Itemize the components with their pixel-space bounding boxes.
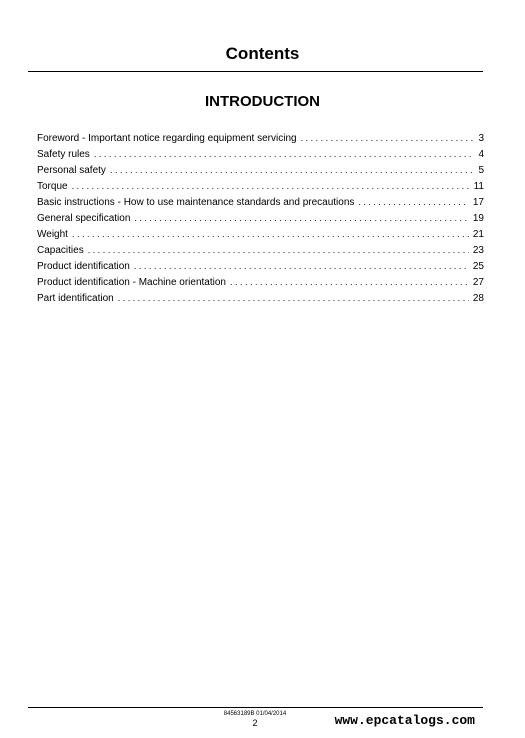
toc-entry-title: Basic instructions - How to use maintenance standards and precautions: [37, 197, 355, 208]
toc-leader-dots: [94, 146, 475, 163]
document-code: 84563189B 01/04/2014: [223, 711, 287, 717]
page-title: Contents: [225, 44, 300, 63]
toc-leader-dots: [301, 130, 475, 147]
toc-leader-dots: [134, 210, 468, 227]
toc-entry-page: 3: [478, 133, 484, 144]
toc-entry-title: Safety rules: [37, 149, 90, 160]
toc-leader-dots: [72, 178, 470, 195]
toc-entry[interactable]: [37, 162, 484, 178]
toc-entry-page: 11: [473, 181, 484, 192]
header-divider: [28, 71, 483, 72]
toc-entry-title: General specification: [37, 213, 131, 224]
toc-entry[interactable]: [37, 146, 484, 162]
toc-entry-title: Weight: [37, 229, 68, 240]
toc-entry-title: Part identification: [37, 293, 114, 304]
toc-entry[interactable]: [37, 274, 484, 290]
toc-entry-title: Torque: [37, 181, 68, 192]
toc-entry-title: Foreword - Important notice regarding equipment servicing: [37, 133, 297, 144]
section-title: INTRODUCTION: [205, 93, 320, 110]
toc-entry[interactable]: [37, 290, 484, 306]
toc-entry-page: 27: [472, 277, 484, 288]
toc-leader-dots: [88, 242, 469, 259]
watermark-url: www.epcatalogs.com: [334, 713, 475, 728]
toc-leader-dots: [134, 258, 469, 275]
toc-entry-title: Personal safety: [37, 165, 106, 176]
toc-entry-page: 19: [472, 213, 484, 224]
toc-entry-title: Capacities: [37, 245, 84, 256]
toc-entry-page: 28: [472, 293, 484, 304]
footer-divider: [28, 707, 483, 708]
toc-entry[interactable]: [37, 226, 484, 242]
toc-entry[interactable]: [37, 130, 484, 146]
toc-entry-page: 17: [472, 197, 484, 208]
toc-leader-dots: [230, 274, 469, 291]
toc-entry[interactable]: [37, 242, 484, 258]
toc-leader-dots: [118, 290, 469, 307]
toc-entry[interactable]: [37, 194, 484, 210]
toc-entry[interactable]: [37, 210, 484, 226]
page-number: 2: [252, 718, 258, 728]
table-of-contents: [37, 130, 484, 306]
toc-leader-dots: [72, 226, 469, 243]
toc-entry-page: 4: [478, 149, 484, 160]
toc-entry-title: Product identification - Machine orientation: [37, 277, 226, 288]
toc-entry-page: 5: [478, 165, 484, 176]
toc-entry[interactable]: [37, 178, 484, 194]
toc-entry[interactable]: [37, 258, 484, 274]
toc-entry-title: Product identification: [37, 261, 130, 272]
toc-entry-page: 25: [472, 261, 484, 272]
toc-entry-page: 21: [472, 229, 484, 240]
toc-entry-page: 23: [472, 245, 484, 256]
toc-leader-dots: [358, 194, 468, 211]
toc-leader-dots: [110, 162, 475, 179]
